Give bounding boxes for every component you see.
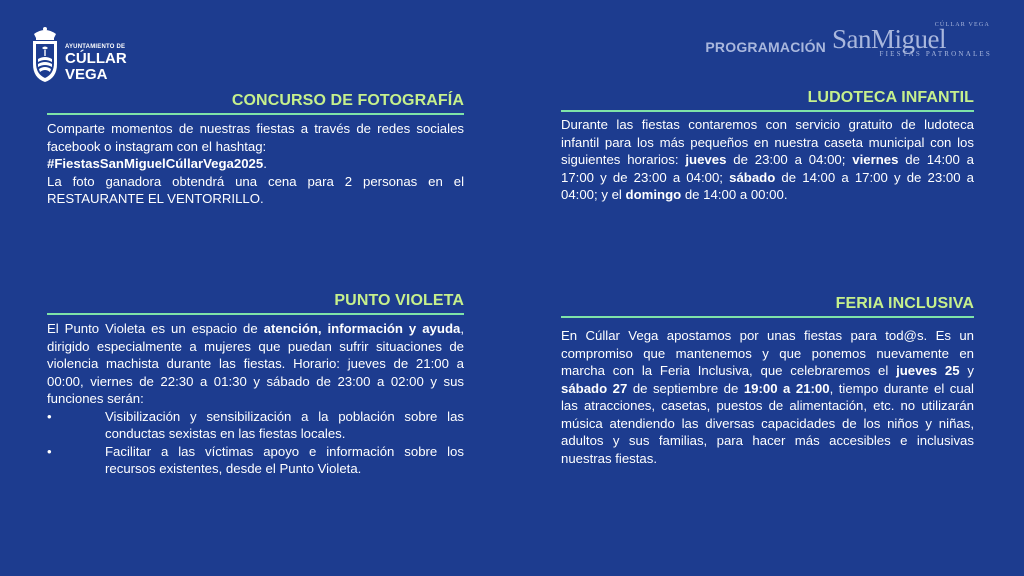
feria-bold-date: sábado 27 — [561, 380, 628, 396]
logo-org-line1: CÚLLAR — [65, 50, 127, 67]
ludoteca-day-sabado: sábado — [729, 169, 776, 185]
bullet-text: Visibilización y sensibilización a la población sobre las conductas sexistas en las fiestas locales. — [105, 408, 464, 441]
brand-sub-text: FIESTAS PATRONALES — [879, 50, 992, 58]
section-body — [561, 116, 974, 204]
feria-text: , tiempo durante el cual las atracciones, casetas, puestos de alimentación, etc. no utilizarán música atendiendo las diversas capacidades de los niños y niñas, adultos y sus familias, para hacer más accesibles e inclusivas nuestras fiestas. — [561, 380, 974, 466]
feria-text: En Cúllar Vega apostamos por unas fiestas para tod@s. Es un compromiso que mantenemos y que ponemos nuevamente en marcha con la Feria Inclusiva, que celebraremos el — [561, 328, 974, 378]
bullet-symbol: • — [47, 443, 52, 459]
section-body — [47, 120, 464, 208]
concurso-p1: Comparte momentos de nuestras fiestas a través de redes sociales facebook o instagram con el hashtag: — [47, 121, 464, 154]
section-feria-inclusiva — [561, 295, 974, 467]
feria-bold-date: jueves 25 — [896, 363, 960, 378]
list-item — [47, 443, 464, 478]
ludoteca-text: de 23:00 a 04:00; — [726, 152, 853, 167]
ludoteca-text: de 14:00 a 00:00. — [681, 187, 788, 202]
feria-bold-time: 19:00 a 21:00 — [743, 380, 830, 396]
feria-text: de septiembre de — [627, 380, 744, 396]
header-right — [705, 22, 992, 62]
section-title: LUDOTECA INFANTIL — [807, 89, 974, 106]
section-body — [47, 320, 464, 478]
ludoteca-text: Durante las fiestas contaremos con servicio gratuito de ludoteca infantil para los más pequeños en nuestra caseta municipal con los siguientes horarios: — [561, 117, 974, 167]
section-title: FERIA INCLUSIVA — [835, 295, 974, 312]
feria-text: y — [959, 363, 974, 378]
brand-top-text: CÚLLAR VEGA — [934, 22, 990, 28]
violeta-text: , dirigido especialmente a mujeres que puedan sufrir situaciones de violencia machista durante las fiestas. Horario: jueves de 21:00 a 00:00, viernes de 22:30 a 01:30 y sábado de 23:00 a 02:00 y sus funciones serán: — [47, 321, 465, 406]
concurso-hashtag-end: . — [263, 156, 267, 171]
concurso-hashtag: #FiestasSanMiguelCúllarVega2025 — [47, 156, 264, 171]
ludoteca-text: de 14:00 a 17:00 y de 23:00 a 04:00; y el — [561, 169, 974, 202]
coat-of-arms-icon — [28, 26, 62, 88]
programacion-label: PROGRAMACIÓN — [705, 39, 826, 55]
violeta-text: El Punto Violeta es un espacio de — [47, 321, 264, 336]
section-divider — [47, 313, 464, 315]
fiestas-brand-logo — [832, 22, 992, 62]
ludoteca-day-jueves: jueves — [685, 152, 727, 167]
ludoteca-day-viernes: viernes — [852, 152, 899, 167]
violeta-bold: atención, información y ayuda — [263, 321, 461, 336]
section-punto-violeta — [47, 292, 464, 478]
list-item — [47, 408, 464, 443]
section-divider — [561, 316, 974, 318]
section-body — [561, 327, 974, 467]
logo-org-line2: VEGA — [65, 66, 108, 83]
section-title: PUNTO VIOLETA — [334, 292, 464, 309]
concurso-p2: La foto ganadora obtendrá una cena para 2 personas en el RESTAURANTE EL VENTORRILLO. — [47, 173, 464, 206]
brand-main-text: SanMiguel — [832, 24, 946, 54]
logo-org-small: AYUNTAMIENTO DE — [65, 44, 126, 50]
section-concurso — [47, 92, 464, 208]
section-divider — [47, 113, 464, 115]
bullet-text: Facilitar a las víctimas apoyo e información sobre los recursos existentes, desde el Punto Violeta. — [105, 443, 464, 476]
section-divider — [561, 110, 974, 112]
section-title: CONCURSO DE FOTOGRAFÍA — [231, 92, 464, 109]
section-ludoteca — [561, 89, 974, 204]
ludoteca-day-domingo: domingo — [625, 187, 682, 202]
municipality-logo — [28, 26, 138, 88]
ludoteca-text: de 14:00 a 17:00 y de 23:00 a 04:00; — [561, 152, 974, 185]
bullet-symbol: • — [47, 408, 52, 424]
